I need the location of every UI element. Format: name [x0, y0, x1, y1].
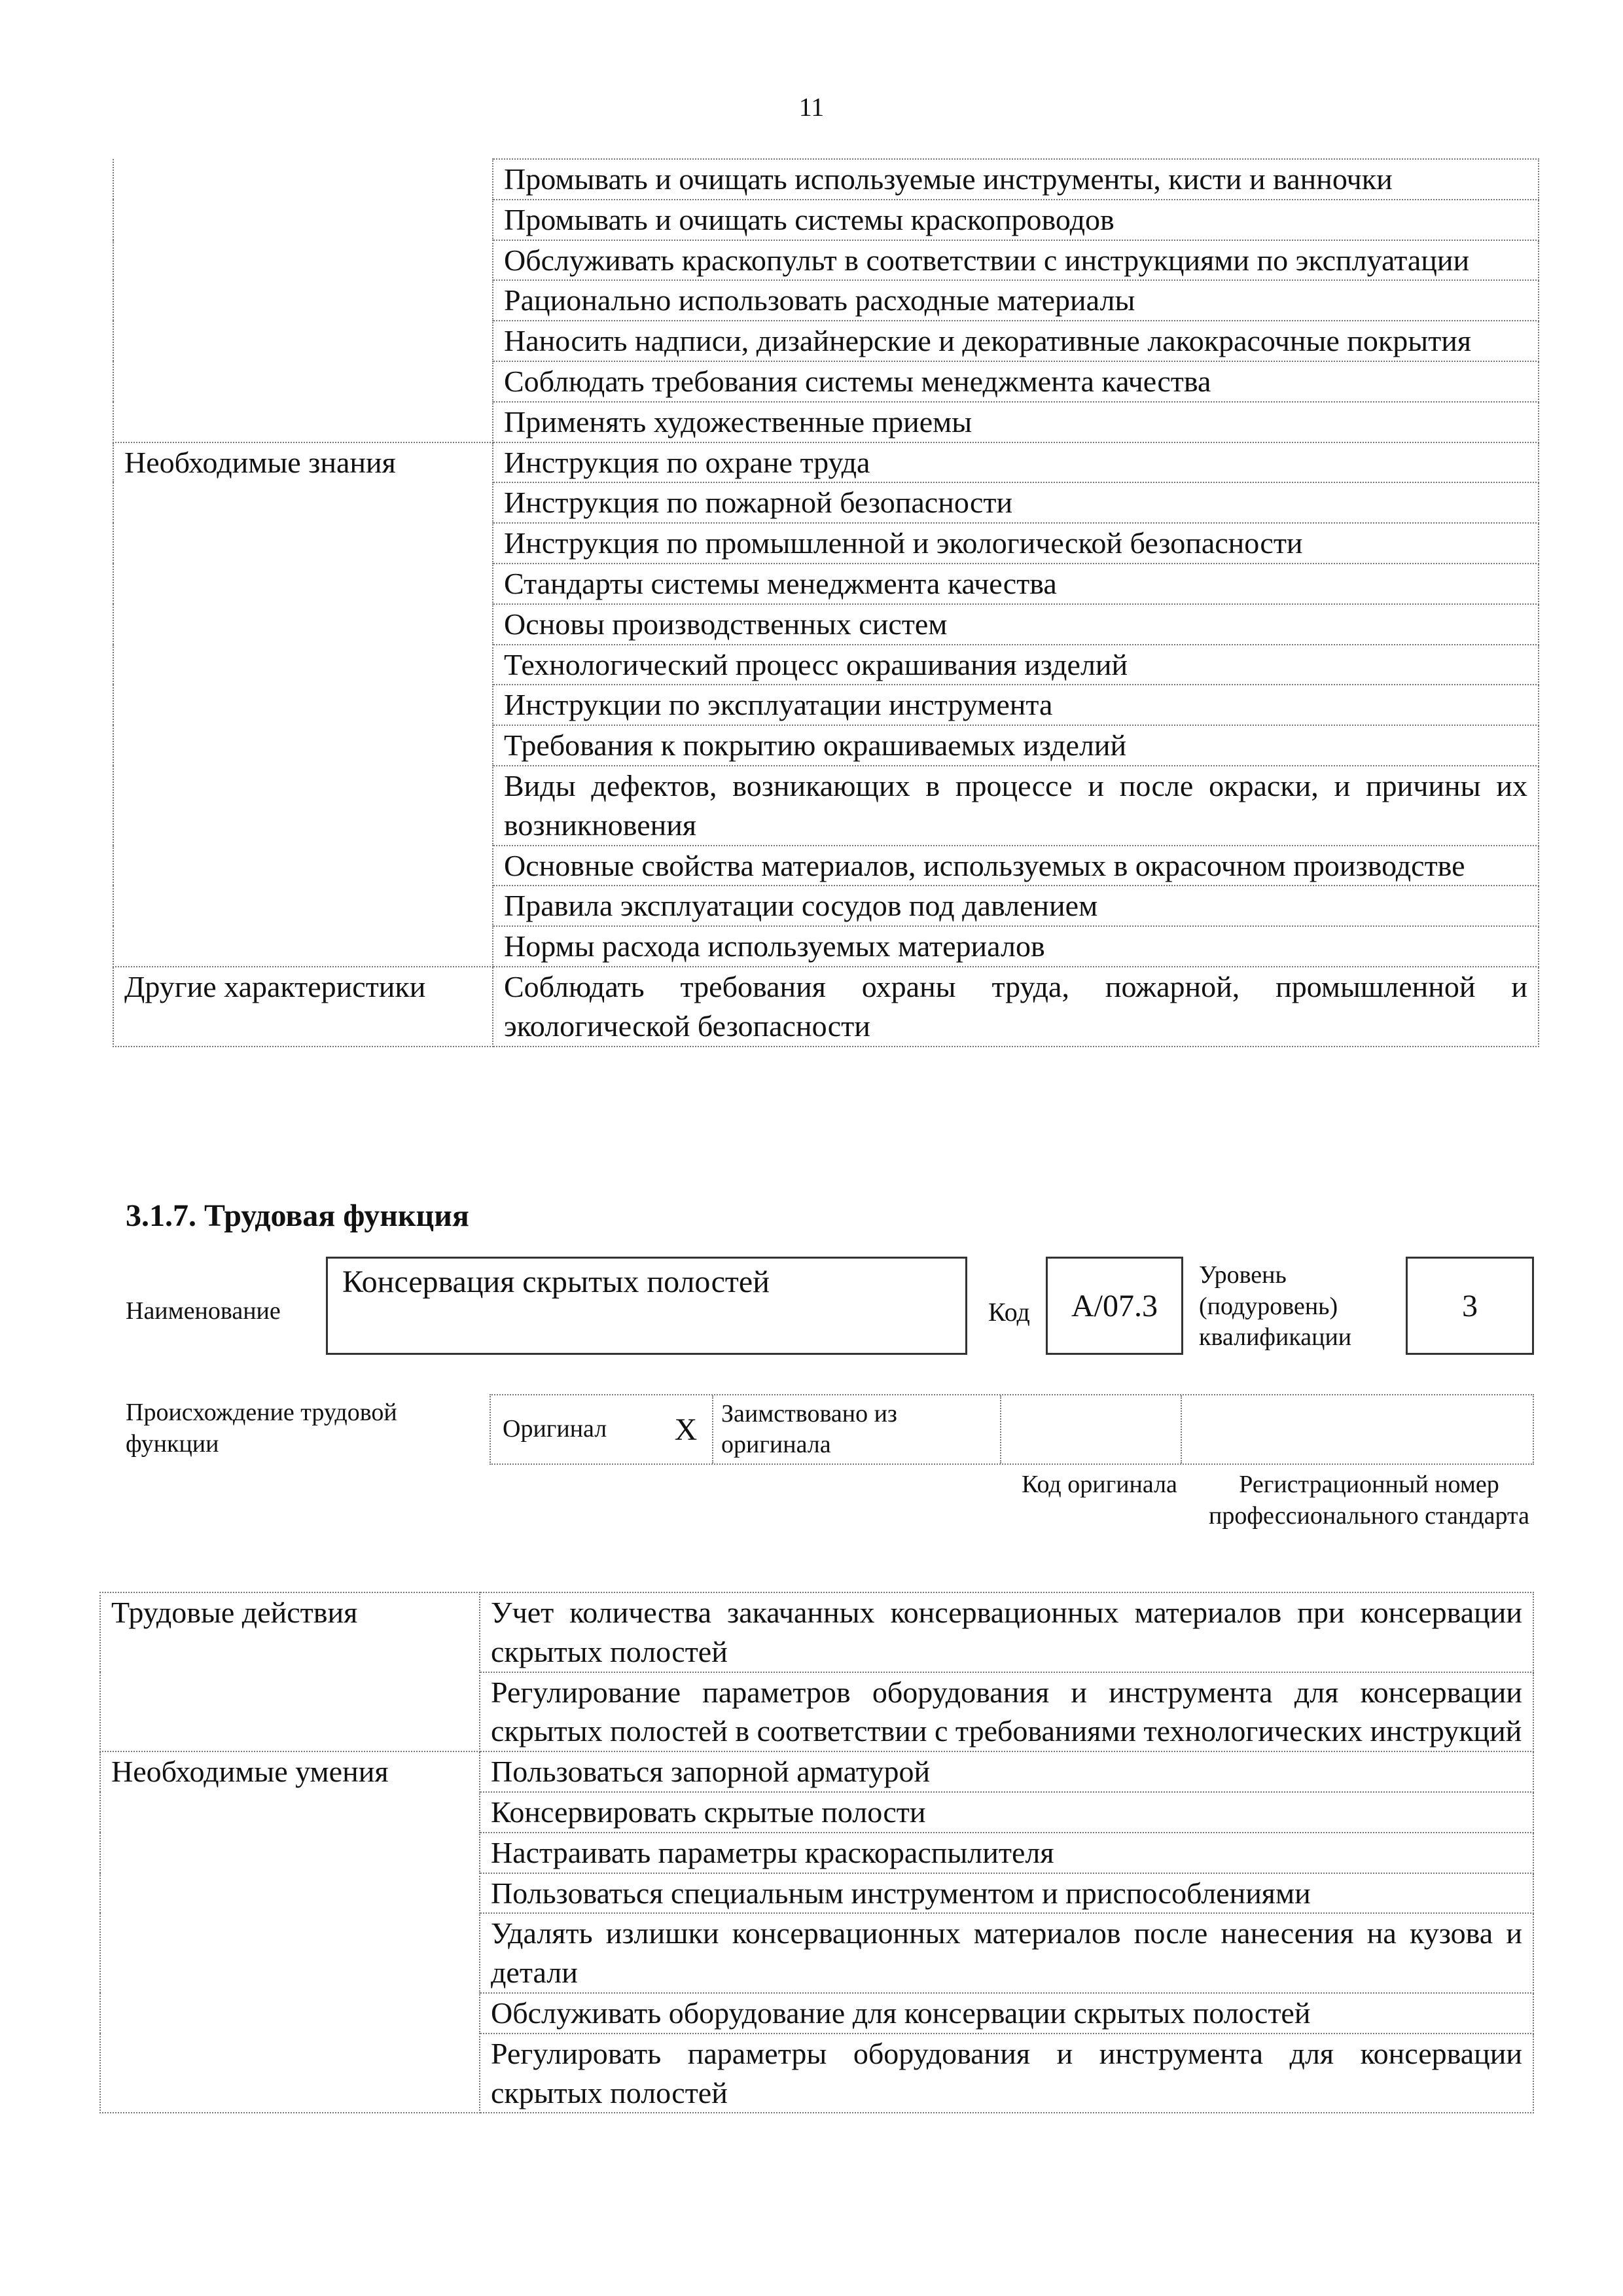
row-item: Пользоваться специальным инструментом и приспособлениями [480, 1873, 1533, 1914]
section-heading: 3.1.7. Трудовая функция [126, 1198, 469, 1233]
row-item: Обслуживать краскопульт в соответствии с инструкциями по эксплуатации [493, 240, 1539, 281]
requirements-table-continued [113, 158, 1539, 1047]
row-item: Соблюдать требования охраны труда, пожарной, промышленной и экологической безопасности [493, 967, 1539, 1047]
row-item: Стандарты системы менеджмента качества [493, 564, 1539, 604]
row-item: Основные свойства материалов, используемых в окрасочном производстве [493, 846, 1539, 886]
function-name-box [326, 1257, 967, 1355]
row-item: Нормы расхода используемых материалов [493, 926, 1539, 967]
code-label: Код [988, 1297, 1030, 1327]
row-item: Рационально использовать расходные материалы [493, 280, 1539, 321]
table-top-body [113, 159, 1539, 1047]
function-name-value: Консервация скрытых полостей [342, 1265, 770, 1299]
row-item: Регулирование параметров оборудования и инструмента для консервации скрытых полостей в соответствии с требованиями технологических инструкций [480, 1672, 1533, 1752]
table-row [113, 159, 1539, 200]
row-item: Промывать и очищать используемые инструменты, кисти и ванночки [493, 159, 1539, 200]
row-item: Консервировать скрытые полости [480, 1792, 1533, 1833]
row-category [113, 159, 493, 442]
table-row [100, 1751, 1533, 1792]
row-category: Другие характеристики [113, 967, 493, 1047]
row-item: Требования к покрытию окрашиваемых изделий [493, 725, 1539, 766]
row-item: Учет количества закачанных консервационных материалов при консервации скрытых полостей [480, 1592, 1533, 1672]
row-category: Необходимые умения [100, 1751, 480, 2113]
row-item: Настраивать параметры краскораспылителя [480, 1833, 1533, 1873]
row-item: Виды дефектов, возникающих в процессе и после окраски, и причины их возникновения [493, 766, 1539, 846]
original-label: Оригинал [503, 1415, 607, 1443]
code-original-caption: Код оригинала [1022, 1471, 1177, 1498]
row-item: Соблюдать требования системы менеджмента качества [493, 361, 1539, 402]
reg-number-caption: Регистрационный номер профессионального стандарта [1209, 1471, 1529, 1530]
borrowed-label: Заимствовано из оригинала [721, 1399, 897, 1458]
row-item: Инструкции по эксплуатации инструмента [493, 685, 1539, 725]
table-bottom-body [100, 1592, 1533, 2113]
row-item: Инструкция по охране труда [493, 442, 1539, 483]
name-label: Наименование [126, 1297, 281, 1325]
table-row [113, 442, 1539, 483]
row-item: Инструкция по пожарной безопасности [493, 482, 1539, 523]
row-item: Наносить надписи, дизайнерские и декоративные лакокрасочные покрытия [493, 321, 1539, 361]
original-mark: X [674, 1412, 698, 1447]
page-number: 11 [798, 92, 825, 122]
row-item: Регулировать параметры оборудования и инструмента для консервации скрытых полостей [480, 2034, 1533, 2113]
row-item: Правила эксплуатации сосудов под давлением [493, 886, 1539, 926]
row-item: Основы производственных систем [493, 604, 1539, 645]
table-row [100, 1592, 1533, 1672]
origin-label: Происхождение трудовой функции [126, 1399, 397, 1458]
code-box [1046, 1257, 1183, 1355]
row-item: Удалять излишки консервационных материалов после нанесения на кузова и детали [480, 1913, 1533, 1993]
row-category: Необходимые знания [113, 442, 493, 967]
row-item: Пользоваться запорной арматурой [480, 1751, 1533, 1792]
row-item: Промывать и очищать системы краскопроводов [493, 200, 1539, 240]
row-item: Обслуживать оборудование для консервации скрытых полостей [480, 1993, 1533, 2034]
row-item: Применять художественные приемы [493, 402, 1539, 442]
level-label: Уровень (подуровень) квалификации [1199, 1261, 1352, 1351]
table-row [113, 967, 1539, 1047]
row-item: Технологический процесс окрашивания изделий [493, 645, 1539, 685]
level-value: 3 [1462, 1288, 1478, 1323]
row-item: Инструкция по промышленной и экологической безопасности [493, 523, 1539, 564]
code-value: А/07.3 [1071, 1288, 1158, 1323]
function-details-table [99, 1592, 1534, 2113]
row-category: Трудовые действия [100, 1592, 480, 1751]
origin-row [490, 1394, 1534, 1465]
level-box [1406, 1257, 1534, 1355]
